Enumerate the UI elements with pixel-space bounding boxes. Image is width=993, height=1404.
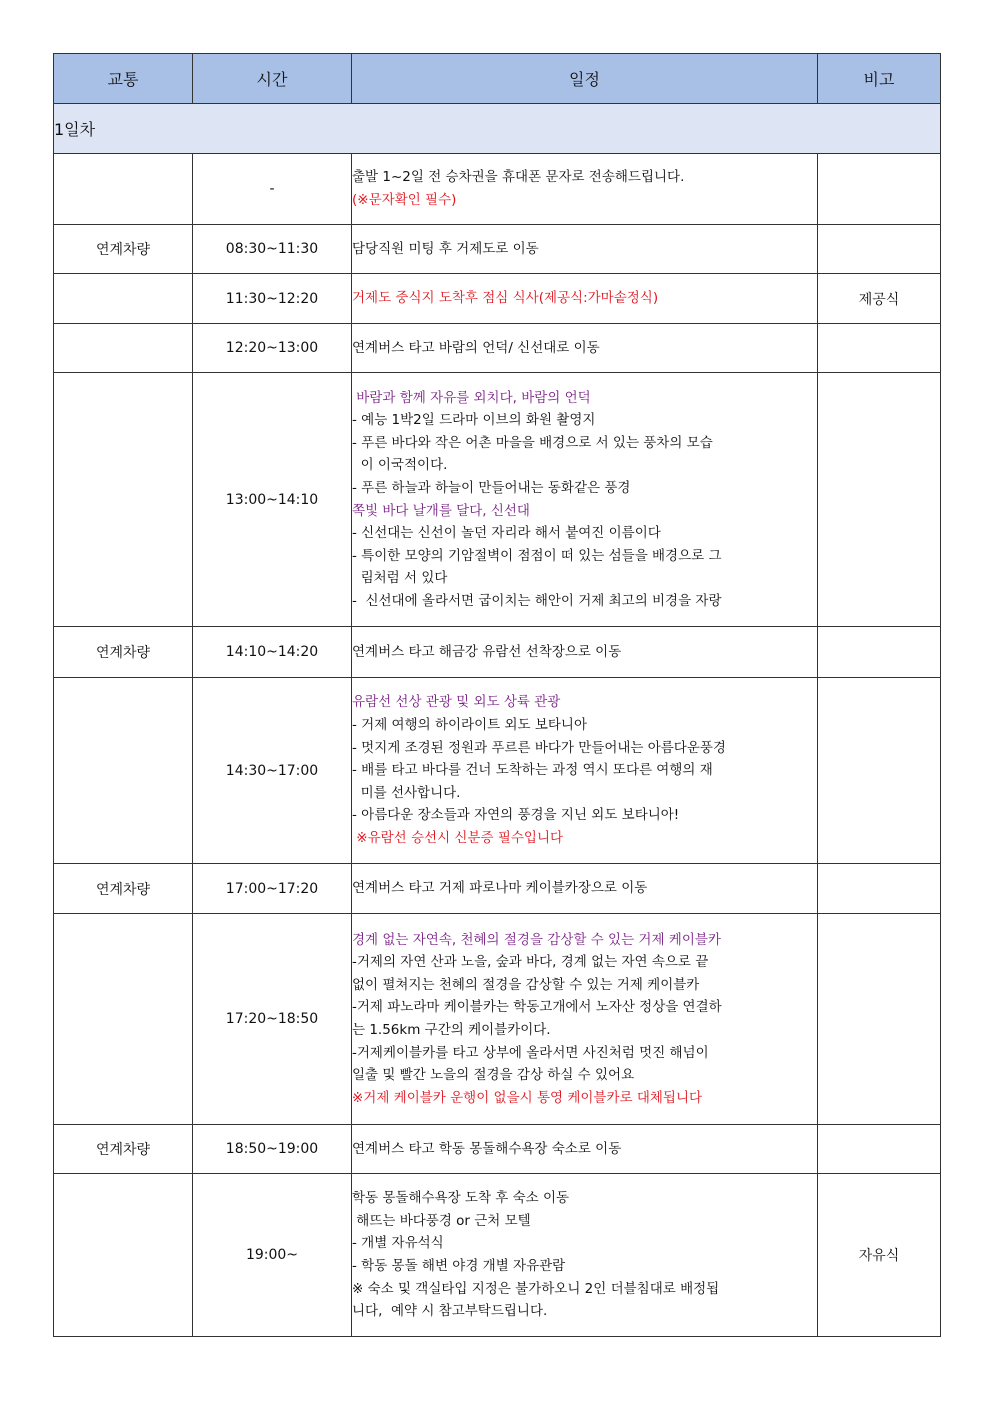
note-cell: [818, 627, 941, 678]
schedule-line: 경계 없는 자연속, 천혜의 절경을 감상할 수 있는 거제 케이블카: [352, 931, 721, 948]
schedule-line: 이 이국적이다.: [352, 457, 448, 474]
schedule-line: - 푸른 하늘과 하늘이 만들어내는 동화같은 풍경: [352, 479, 631, 496]
schedule-line: ※거제 케이블카 운행이 없을시 통영 케이블카로 대체됩니다: [352, 1089, 703, 1106]
schedule-line: ※ 숙소 및 객실타입 지정은 불가하오니 2인 더블침대로 배정됩: [352, 1280, 720, 1297]
schedule-row: [54, 1174, 941, 1337]
transport-cell: [54, 324, 193, 373]
time-cell: 18:50~19:00: [193, 1125, 352, 1174]
time-cell: 12:20~13:00: [193, 324, 352, 373]
schedule-row: [54, 864, 941, 914]
schedule-line: -거제의 자연 산과 노을, 숲과 바다, 경계 없는 자연 속으로 끝: [352, 954, 709, 971]
schedule-line: 학동 몽돌해수욕장 도착 후 숙소 이동: [352, 1190, 570, 1207]
note-cell: [818, 373, 941, 627]
schedule-line: 일출 및 빨간 노을의 절경을 감상 하실 수 있어요: [352, 1067, 635, 1084]
schedule-line: - 거제 여행의 하이라이트 외도 보타니아: [352, 717, 587, 734]
time-cell: 19:00~: [193, 1174, 352, 1337]
transport-cell: [54, 373, 193, 627]
time-cell: 13:00~14:10: [193, 373, 352, 627]
note-cell: [818, 864, 941, 914]
schedule-cell: [352, 678, 818, 864]
transport-cell: 연계차량: [54, 864, 193, 914]
schedule-cell: [352, 864, 818, 914]
schedule-line: - 푸른 바다와 작은 어촌 마을을 배경으로 서 있는 풍차의 모습: [352, 434, 713, 451]
schedule-line: -거제케이블카를 타고 상부에 올라서면 사진처럼 멋진 해넘이: [352, 1044, 709, 1061]
schedule-row: [54, 373, 941, 627]
time-cell: 14:10~14:20: [193, 627, 352, 678]
itinerary-table: [53, 53, 941, 1337]
schedule-cell: [352, 154, 818, 225]
schedule-line: 미를 선사합니다.: [352, 784, 461, 801]
time-cell: 08:30~11:30: [193, 225, 352, 274]
note-cell: [818, 1125, 941, 1174]
schedule-cell: [352, 1125, 818, 1174]
schedule-line: 연계버스 타고 바람의 언덕/ 신선대로 이동: [352, 339, 600, 356]
transport-cell: [54, 678, 193, 864]
schedule-line: 연계버스 타고 해금강 유람선 선착장으로 이동: [352, 643, 622, 660]
schedule-line: - 학동 몽돌 해변 야경 개별 자유관람: [352, 1258, 566, 1274]
transport-cell: 연계차량: [54, 1125, 193, 1174]
note-cell: [818, 678, 941, 864]
schedule-cell: [352, 274, 818, 324]
transport-cell: 연계차량: [54, 225, 193, 274]
schedule-line: - 예능 1박2일 드라마 이브의 화원 촬영지: [352, 412, 596, 429]
schedule-line: 니다, 예약 시 참고부탁드립니다.: [352, 1303, 548, 1320]
day-label: 1일차: [54, 104, 941, 154]
schedule-row: [54, 1125, 941, 1174]
note-cell: [818, 154, 941, 225]
transport-cell: [54, 274, 193, 324]
schedule-row: [54, 274, 941, 324]
transport-cell: [54, 154, 193, 225]
time-cell: 17:20~18:50: [193, 914, 352, 1125]
header-row: [54, 54, 941, 104]
time-cell: 11:30~12:20: [193, 274, 352, 324]
header-schedule: 일정: [352, 54, 818, 104]
note-cell: 제공식: [818, 274, 941, 324]
schedule-row: [54, 914, 941, 1125]
schedule-line: - 멋지게 조경된 정원과 푸르른 바다가 만들어내는 아름다운풍경: [352, 739, 726, 756]
schedule-row: [54, 627, 941, 678]
schedule-row: [54, 154, 941, 225]
schedule-line: (※문자확인 필수): [352, 192, 457, 208]
time-cell: -: [193, 154, 352, 225]
note-cell: [818, 225, 941, 274]
schedule-line: - 신선대는 신선이 놀던 자리라 해서 붙여진 이름이다: [352, 525, 661, 542]
header-transport: 교통: [54, 54, 193, 104]
schedule-line: - 배를 타고 바다를 건너 도착하는 과정 역시 또다른 여행의 재: [352, 762, 713, 779]
schedule-line: - 아름다운 장소들과 자연의 풍경을 지닌 외도 보타니아!: [352, 807, 680, 824]
schedule-line: -거제 파노라마 케이블카는 학동고개에서 노자산 정상을 연결하: [352, 999, 722, 1016]
schedule-line: 연계버스 타고 학동 몽돌해수욕장 숙소로 이동: [352, 1140, 622, 1157]
transport-cell: [54, 914, 193, 1125]
schedule-line: 없이 펼쳐지는 천혜의 절경을 감상할 수 있는 거제 케이블카: [352, 976, 700, 993]
header-note: 비고: [818, 54, 941, 104]
schedule-row: [54, 324, 941, 373]
schedule-line: 출발 1~2일 전 승차권을 휴대폰 문자로 전송해드립니다.: [352, 169, 685, 186]
header-time: 시간: [193, 54, 352, 104]
schedule-cell: [352, 627, 818, 678]
schedule-line: 쪽빛 바다 날개를 달다, 신선대: [352, 502, 530, 519]
schedule-cell: [352, 225, 818, 274]
note-cell: [818, 324, 941, 373]
schedule-cell: [352, 324, 818, 373]
schedule-line: 연계버스 타고 거제 파로나마 케이블카장으로 이동: [352, 880, 648, 897]
day-row: [54, 104, 941, 154]
schedule-row: [54, 225, 941, 274]
schedule-line: 거제도 중식지 도착후 점심 식사(제공식:가마솥정식): [352, 290, 659, 307]
schedule-line: - 특이한 모양의 기암절벽이 점점이 떠 있는 섬들을 배경으로 그: [352, 547, 722, 564]
schedule-line: 는 1.56km 구간의 케이블카이다.: [352, 1022, 551, 1038]
schedule-line: 림처럼 서 있다: [352, 570, 448, 587]
note-cell: [818, 914, 941, 1125]
schedule-row: [54, 678, 941, 864]
transport-cell: [54, 1174, 193, 1337]
schedule-cell: [352, 1174, 818, 1337]
time-cell: 14:30~17:00: [193, 678, 352, 864]
schedule-cell: [352, 373, 818, 627]
schedule-line: 바람과 함께 자유를 외치다, 바람의 언덕: [352, 389, 591, 406]
time-cell: 17:00~17:20: [193, 864, 352, 914]
schedule-line: - 개별 자유석식: [352, 1235, 444, 1252]
schedule-line: 유람선 선상 관광 및 외도 상륙 관광: [352, 694, 561, 711]
schedule-cell: [352, 914, 818, 1125]
note-cell: 자유식: [818, 1174, 941, 1337]
schedule-line: 담당직원 미팅 후 거제도로 이동: [352, 240, 539, 257]
transport-cell: 연계차량: [54, 627, 193, 678]
schedule-line: ※유람선 승선시 신분증 필수입니다: [352, 829, 564, 846]
schedule-line: - 신선대에 올라서면 굽이치는 해안이 거제 최고의 비경을 자랑: [352, 592, 722, 609]
schedule-line: 해뜨는 바다풍경 or 근처 모텔: [352, 1212, 531, 1229]
